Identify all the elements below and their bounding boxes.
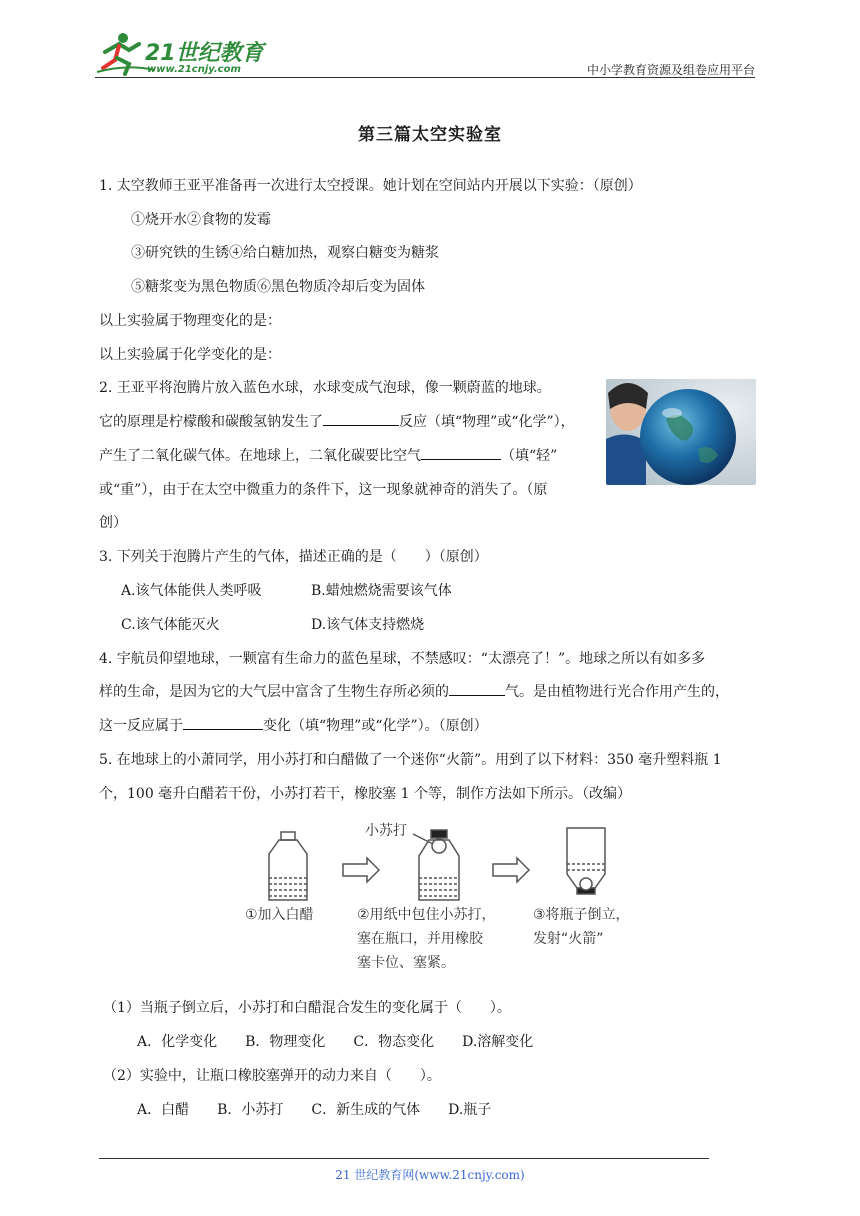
footer-divider	[99, 1158, 709, 1159]
q4-line-2b: 气。是由植物进行光合作用产生的，	[505, 684, 729, 700]
q5-sub2-stem: （2）实验中，让瓶口橡胶塞弹开的动力来自（ ）。	[103, 1068, 441, 1084]
inverted-bottle-icon	[567, 828, 605, 894]
q4-line-2a: 样的生命，是因为它的大气层中富含了生物生存所必须的	[99, 684, 449, 700]
q4-line-1: 4. 宇航员仰望地球，一颗富有生命力的蓝色星球，不禁感叹：“太漂亮了！”。地球之所以有如多多	[99, 651, 706, 667]
q5-sub1-stem: （1）当瓶子倒立后，小苏打和白醋混合发生的变化属于（ ）。	[103, 1000, 511, 1016]
q2-line-5: 创）	[99, 515, 127, 531]
q3-option-b: B.蜡烛燃烧需要该气体	[311, 583, 452, 599]
arrow-right-icon	[343, 858, 379, 882]
q3-option-c: C.该气体能灭火	[121, 617, 220, 633]
q5-sub1-options: A．化学变化 B．物理变化 C．物态变化 D.溶解变化	[137, 1034, 534, 1050]
answer-blank	[323, 411, 399, 426]
q5-line-1: 5. 在地球上的小萧同学，用小苏打和白醋做了一个迷你“火箭”。用到了以下材料：350 毫升塑料瓶 1	[99, 752, 722, 768]
q4-line-3b: 变化（填“物理”或“化学”）。（原创）	[263, 718, 488, 734]
q1-chemical-line: 以上实验属于化学变化的是：	[99, 347, 281, 363]
q2-line-1: 2. 王亚平将泡腾片放入蓝色水球，水球变成气泡球，像一颗蔚蓝的地球。	[99, 380, 551, 396]
q2-line-3	[99, 445, 557, 465]
q4-line-3a: 这一反应属于	[99, 718, 183, 734]
step-2-caption-line-2: 塞在瓶口，并用橡胶	[357, 931, 483, 947]
q3-option-d: D.该气体支持燃烧	[311, 617, 425, 633]
q3-stem: 3. 下列关于泡腾片产生的气体，描述正确的是（ ）（原创）	[99, 549, 488, 565]
bottle-icon	[269, 832, 307, 900]
q4-line-3	[99, 715, 488, 735]
step-2-caption-line-3: 塞卡位、塞紧。	[357, 955, 455, 971]
q5-sub2-options: A．白醋 B．小苏打 C．新生成的气体 D.瓶子	[137, 1102, 492, 1118]
q1-items-3: ⑤糖浆变为黑色物质⑥黑色物质冷却后变为固体	[131, 279, 425, 295]
q3-option-a: A.该气体能供人类呼吸	[121, 583, 262, 599]
q2-line-2b: 反应（填“物理”或“化学”），	[399, 414, 575, 430]
q1-stem: 1. 太空教师王亚平准备再一次进行太空授课。她计划在空间站内开展以下实验：（原创）	[99, 178, 642, 194]
answer-blank	[183, 715, 263, 730]
header-tagline: 中小学教育资源及组卷应用平台	[586, 63, 755, 77]
logo-text: 21世纪教育	[145, 41, 264, 66]
answer-blank	[449, 681, 505, 696]
step-3-caption-line-1: ③将瓶子倒立，	[533, 907, 630, 923]
arrow-right-icon	[493, 858, 529, 882]
step-1-caption: ①加入白醋	[245, 907, 314, 923]
footer-link[interactable]: 21 世纪教育网(www.21cnjy.com)	[335, 1168, 525, 1182]
q2-line-2a: 它的原理是柠檬酸和碳酸氢钠发生了	[99, 414, 323, 430]
header-divider	[95, 77, 755, 78]
step-3-caption-line-2: 发射“火箭”	[533, 931, 604, 947]
q2-line-3b: （填“轻”	[501, 448, 558, 464]
q1-physical-line: 以上实验属于物理变化的是：	[99, 313, 281, 329]
step-2-caption-line-1: ②用纸中包住小苏打，	[357, 907, 496, 923]
q4-line-2	[99, 681, 729, 701]
q2-line-2	[99, 411, 575, 431]
logo-url: www.21cnjy.com	[147, 64, 241, 75]
rocket-procedure-figure	[245, 818, 665, 978]
bottle-with-soda-icon	[413, 830, 459, 900]
q2-line-4: 或“重”），由于在太空中微重力的条件下，这一现象就神奇的消失了。（原	[99, 482, 548, 498]
label-baking-soda: 小苏打	[365, 823, 407, 839]
q1-items-1: ①烧开水②食物的发霉	[131, 212, 271, 228]
page-title: 第三篇太空实验室	[358, 125, 502, 145]
answer-blank	[421, 445, 501, 460]
astronaut-photo	[606, 379, 756, 485]
q1-items-2: ③研究铁的生锈④给白糖加热，观察白糖变为糖浆	[131, 245, 439, 261]
q2-line-3a: 产生了二氧化碳气体。在地球上，二氧化碳要比空气	[99, 448, 421, 464]
site-logo	[95, 30, 265, 80]
q5-line-2: 个，100 毫升白醋若干份，小苏打若干，橡胶塞 1 个等，制作方法如下所示。（改编）	[99, 786, 631, 802]
